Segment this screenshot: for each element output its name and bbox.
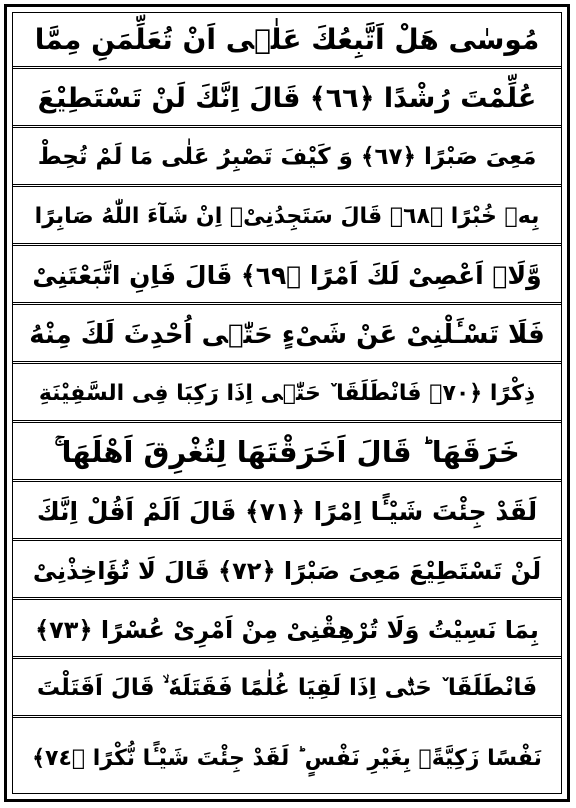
line-text: فَلَا تَسْـَٔلْنِىْ عَنْ شَىْءٍ حَتّٰۤى اُحْدِثَ لَكَ مِنْهُ: [29, 319, 545, 350]
text-line-1: [13, 13, 561, 69]
line-text: نَفْسًا زَكِيَّةًۢ بِغَيْرِ نَفْسٍ ؕ لَقَدْ جِئْتَ شَيْـًٔا نُّكْرًا ﴿٧٤﴾: [32, 746, 542, 771]
text-line-2: [13, 72, 561, 128]
text-line-8: [13, 426, 561, 482]
text-line-6: [13, 308, 561, 364]
line-text: ذِكْرًا ﴿٧٠﴾ فَانْطَلَقَا ٚ حَتّٰۤى اِذَا رَكِبَا فِى السَّفِيْنَةِ: [38, 380, 536, 406]
line-text: لَنْ تَسْتَطِيْعَ مَعِىَ صَبْرًا ﴿٧٢﴾ قَالَ لَا تُؤَاخِذْنِىْ: [32, 556, 542, 585]
line-text: مُوسٰى هَلْ اَتَّبِعُكَ عَلٰۤى اَنْ تُعَلِّمَنِ مِمَّا: [34, 22, 540, 56]
line-text: بِمَا نَسِيْتُ وَلَا تُرْهِقْنِىْ مِنْ اَمْرِىْ عُسْرًا ﴿٧٣﴾: [35, 615, 539, 644]
page-frame: [4, 4, 570, 802]
line-text: عُلِّمْتَ رُشْدًا ﴿٦٦﴾ قَالَ اِنَّكَ لَنْ تَسْتَطِيْعَ: [37, 83, 537, 114]
line-text: فَانْطَلَقَا ٚ حَتّٰۤى اِذَا لَقِيَا غُلٰمًا فَقَتَلَهٗ ۙ قَالَ اَقَتَلْتَ: [36, 675, 538, 701]
text-line-5: [13, 249, 561, 305]
line-text: خَرَقَهَا ؕ قَالَ اَخَرَقْتَهَا لِتُغْرِقَ اَهْلَهَا ۚ: [54, 435, 520, 469]
text-block: [12, 12, 562, 794]
text-line-7: [13, 367, 561, 423]
line-text: وَّلَاۤ اَعْصِىْ لَكَ اَمْرًا ﴿٦٩﴾ قَالَ فَاِنِ اتَّبَعْتَنِىْ: [32, 261, 542, 290]
text-line-3: [13, 131, 561, 187]
text-line-13: [13, 721, 561, 797]
text-line-11: [13, 603, 561, 659]
line-text: بِهٖ خُبْرًا ﴿٦٨﴾ قَالَ سَتَجِدُنِىْۤ اِنْ شَآءَ اللّٰهُ صَابِرًا: [34, 203, 540, 229]
line-text: مَعِىَ صَبْرًا ﴿٦٧﴾ وَ كَيْفَ تَصْبِرُ عَلٰى مَا لَمْ تُحِطْ: [37, 144, 537, 170]
text-line-4: [13, 190, 561, 246]
text-line-10: [13, 544, 561, 600]
line-text: لَقَدْ جِئْتَ شَيْـًٔا اِمْرًا ﴿٧١﴾ قَالَ اَلَمْ اَقُلْ اِنَّكَ: [36, 497, 538, 526]
text-line-12: [13, 662, 561, 718]
text-line-9: [13, 485, 561, 541]
